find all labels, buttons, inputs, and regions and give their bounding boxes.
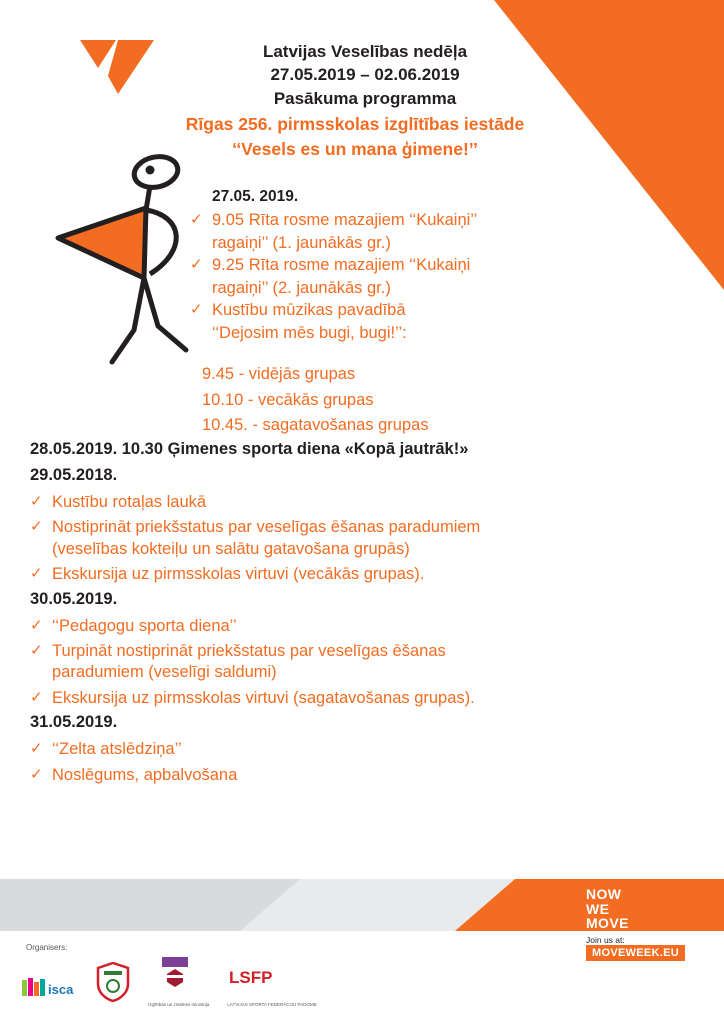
organisers-logos [20,955,317,1007]
list-item [30,517,690,560]
list-item [30,492,690,513]
day5-date: 31.05.2019. [30,713,118,732]
time-entry: 10.10 - vecākās grupas [202,390,374,409]
list-item-label: Noslēgums, apbalvošana [52,765,238,784]
list-item-continuation: ragaiņi’’ (2. jaunākās gr.) [212,278,391,297]
day1-list [190,210,660,345]
list-item [30,739,690,760]
moveweek-url[interactable]: MOVEWEEK.EU [586,945,685,961]
check-icon: ✓ [190,211,203,228]
list-item [30,765,690,786]
program-lower-section [30,436,690,786]
join-us-label: Join us at: [586,935,625,945]
day1-times [200,362,660,439]
list-item [30,616,690,637]
check-icon: ✓ [30,492,43,510]
check-icon: ✓ [30,518,43,536]
list-item [190,300,660,322]
list-item-label: Kustību mūzikas pavadībā [212,300,406,319]
list-item [190,210,660,232]
org-caption: Izglītības un zinātnes ministrija [148,1002,210,1007]
footer [0,879,724,1024]
list-item [30,641,690,684]
check-icon: ✓ [30,641,43,659]
list-item-label: Turpināt nostiprināt priekšstatus par veselīgas ēšanas [52,641,446,660]
org-logo-izm [148,955,209,1007]
organisers-label: Organisers: [26,943,68,952]
check-icon: ✓ [30,765,43,783]
nowwemove-wordmark [586,887,629,931]
org-caption: LATVIJAS SPORTA FEDERĀCIJU PADOME [227,1002,317,1007]
day2-line: 28.05.2019. 10.30 Ģimenes sporta diena «Kopā jautrāk!» [30,440,469,458]
title-line-2: 27.05.2019 – 02.06.2019 [270,65,460,85]
list-item-continuation: ‘‘Dejosim mēs bugi, bugi!’’: [212,323,407,342]
wordmark-move: MOVE [586,915,629,932]
check-icon: ✓ [190,300,203,318]
time-entry: 9.45 - vidējās grupas [202,365,356,383]
list-item-label: Ekskursija uz pirmsskolas virtuvi (sagatavošanas grupas). [52,688,475,707]
title-line-3: Pasākuma programma [273,88,457,108]
wordmark-we: WE [586,900,610,917]
list-item-label: ‘‘Pedagogu sporta diena’’ [52,616,237,635]
subtitle [130,112,580,161]
title-line-1: Latvijas Veselības nedēļa [262,42,468,61]
list-item-label: 9.25 Rīta rosme mazajiem ‘‘Kukaiņi [212,255,471,274]
svg-text:LSFP: LSFP [229,968,273,987]
subtitle-line-1: Rīgas 256. pirmsskolas izglītības iestāde [185,114,525,134]
org-logo-lsfp [227,965,316,1007]
nowwemove-logo-icon [78,38,156,96]
day4-date: 30.05.2019. [30,589,118,608]
list-item-continuation: paradumiem (veselīgi saldumi) [52,663,277,682]
nowwemove-logo-icon [530,888,576,922]
list-item-label: Kustību rotaļas laukā [52,492,207,511]
check-icon: ✓ [30,565,43,583]
check-icon: ✓ [190,255,203,273]
list-item [30,688,690,709]
check-icon: ✓ [30,740,43,758]
list-item-label: Ekskursija uz pirmsskolas virtuvi (vecākās grupas). [52,565,425,584]
check-icon: ✓ [30,616,43,634]
time-entry: 10.45. - sagatavošanas grupas [202,416,429,435]
list-item-label: 9.05 Rīta rosme mazajiem ‘‘Kukaiņi’’ [212,211,478,229]
day1-date: 27.05. 2019. [212,188,299,205]
page-title [200,40,530,110]
org-logo-ltsa [96,962,130,1007]
list-item-label: Nostiprināt priekšstatus par veselīgas ēšanas paradumiem [52,518,481,537]
list-item [30,564,690,585]
subtitle-line-2: ‘‘Vesels es un mana ģimene!’’ [232,138,478,159]
list-item-label: ‘‘Zelta atslēdziņa’’ [52,740,182,759]
org-logo-isca [20,976,78,1007]
day3-date: 29.05.2018. [30,465,118,484]
list-item-continuation: ragaiņi’’ (1. jaunākās gr.) [212,233,391,252]
list-item-continuation: (veselības kokteiļu un salātu gatavošana grupās) [52,539,410,558]
wordmark-now: NOW [586,886,622,902]
list-item [190,255,660,277]
check-icon: ✓ [30,688,43,706]
svg-text:isca: isca [48,982,74,997]
